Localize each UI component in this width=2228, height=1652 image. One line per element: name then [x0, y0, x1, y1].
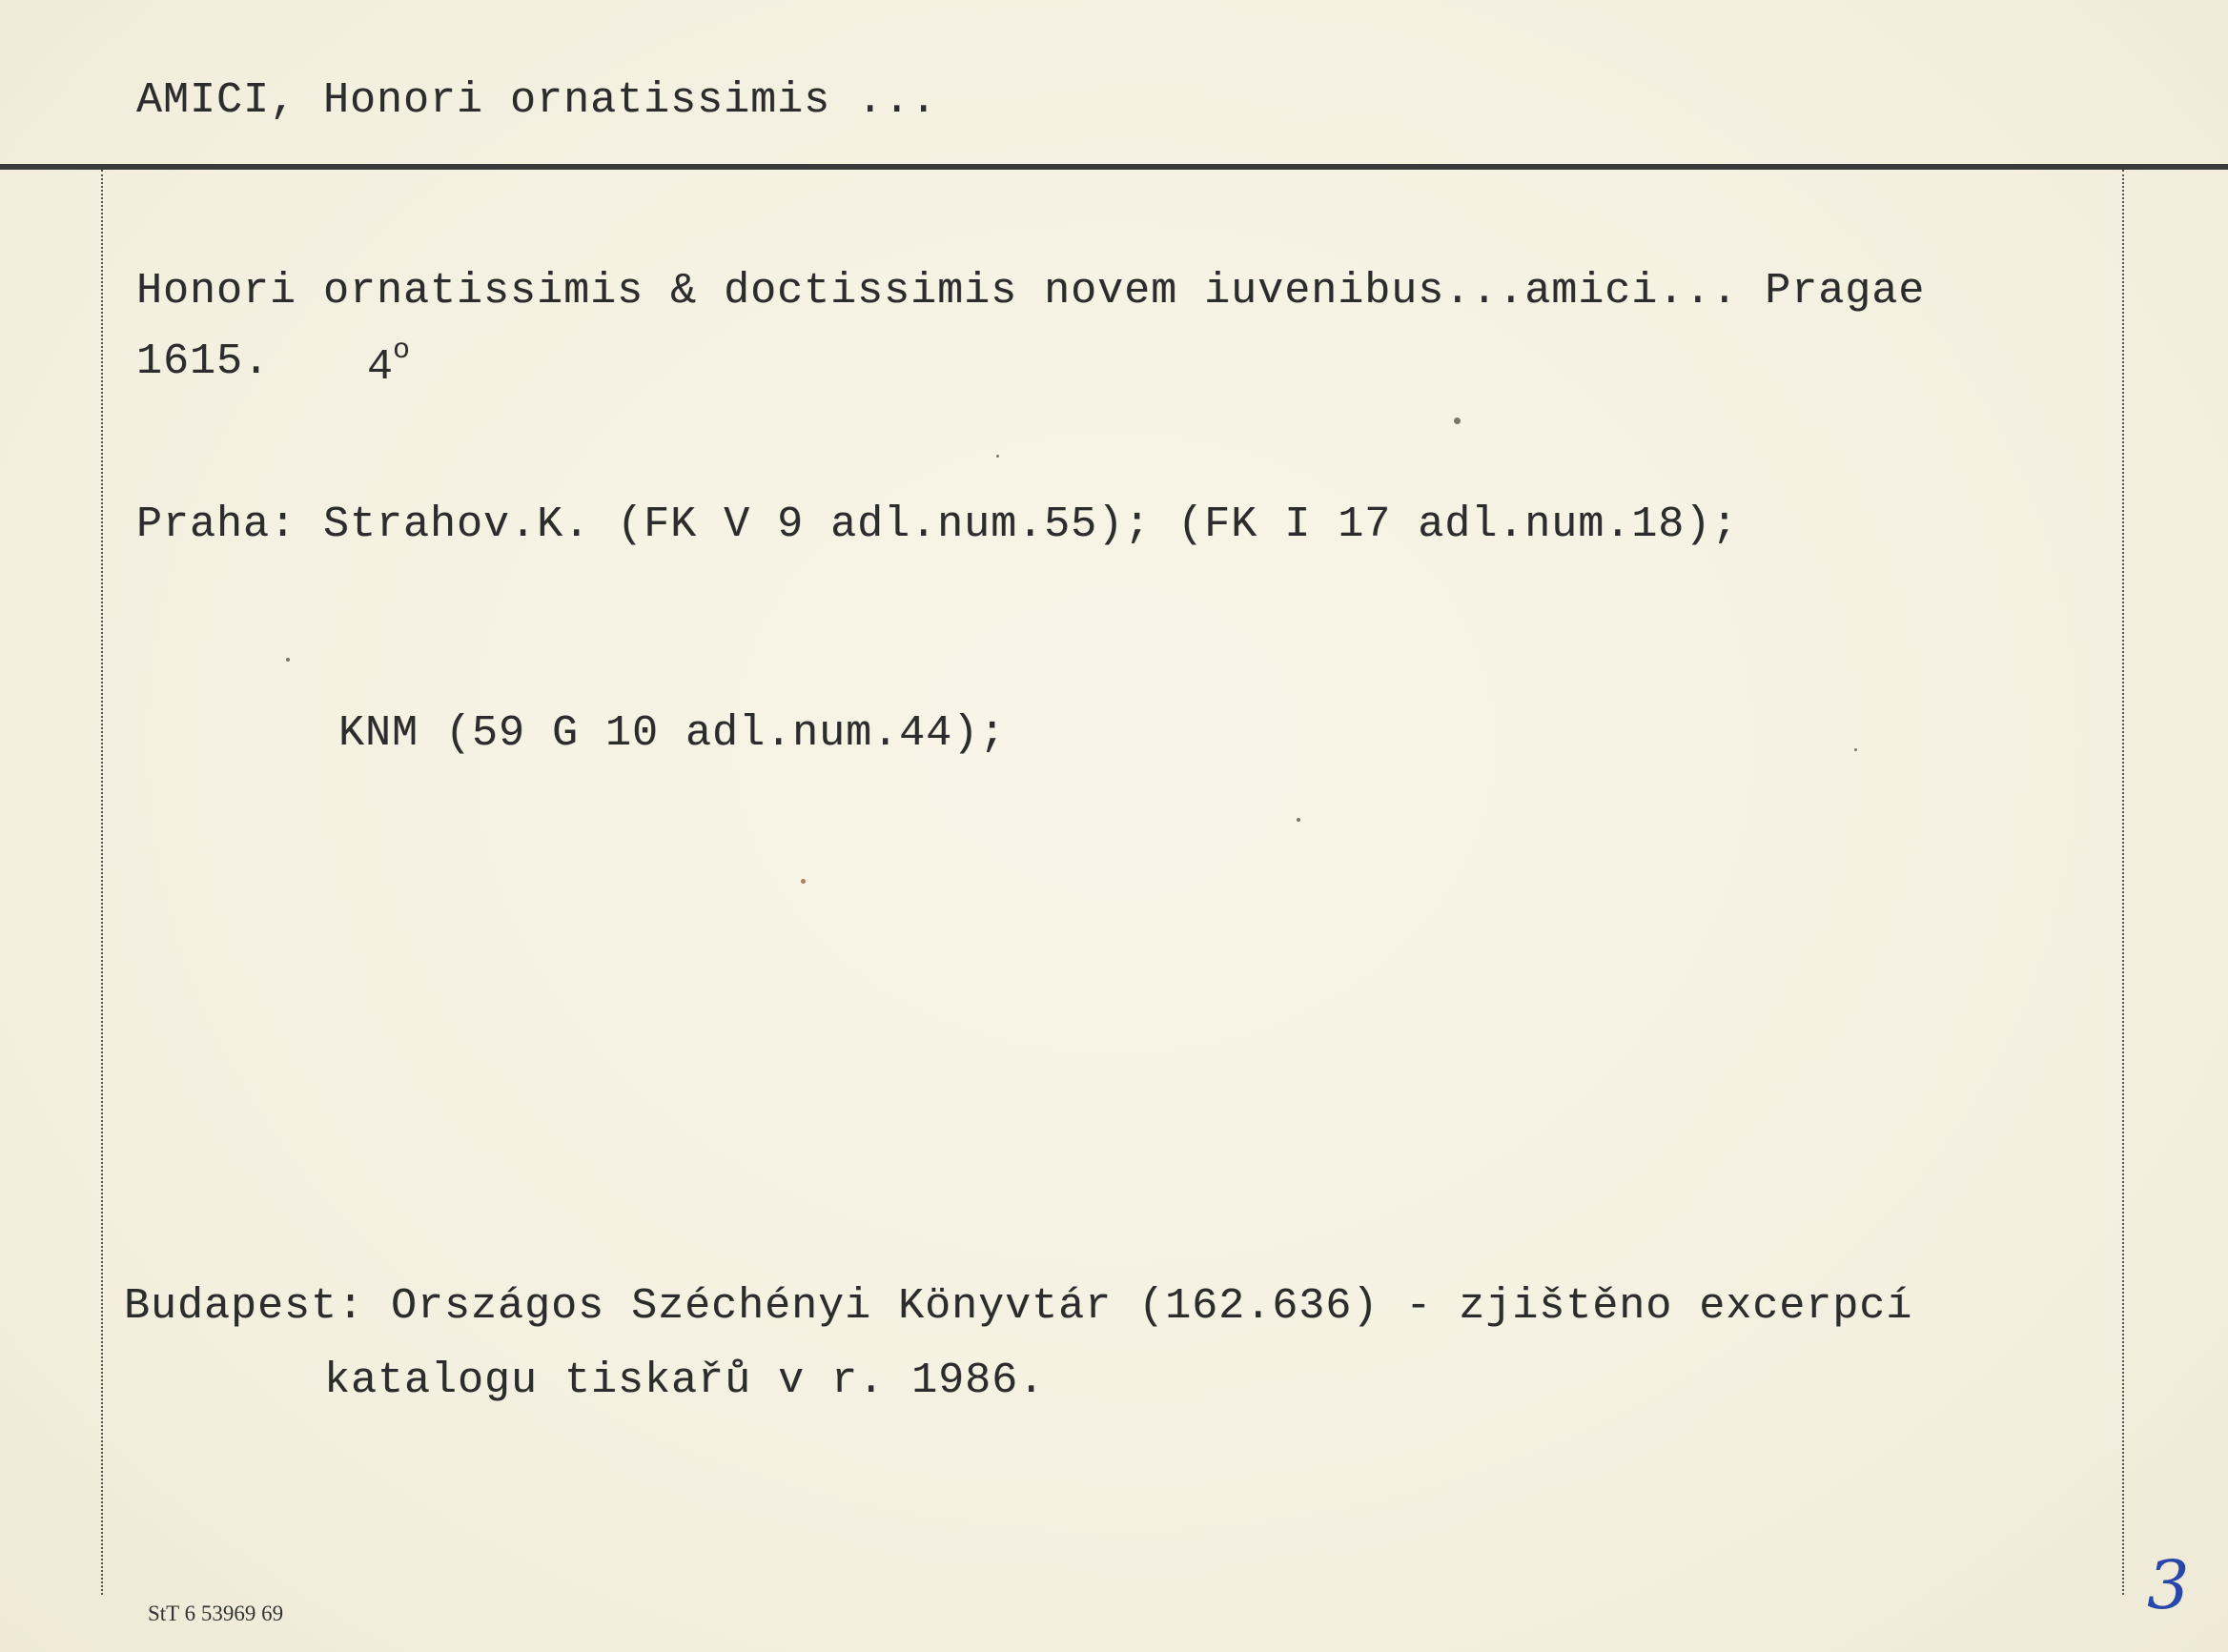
- budapest-holdings-line-1: Budapest: Országos Széchényi Könyvtár (162.636) - zjištěno excerpcí: [124, 1282, 1913, 1331]
- heading-rule: [0, 164, 2228, 170]
- handwritten-card-number: 3: [2147, 1546, 2190, 1624]
- paper-speck: [286, 658, 290, 662]
- paper-speck: [1854, 748, 1857, 751]
- paper-speck: [801, 879, 806, 884]
- book-format: [367, 322, 410, 402]
- title-line-1: Honori ornatissimis & doctissimis novem iuvenibus...amici... Pragae: [136, 267, 1926, 316]
- paper-speck: [1454, 418, 1461, 424]
- paper-speck: [1297, 818, 1300, 822]
- paper-speck: [996, 455, 999, 458]
- right-margin-line: [2122, 170, 2124, 1595]
- format-degree: o: [393, 335, 411, 367]
- budapest-holdings-line-2: katalogu tiskařů v r. 1986.: [324, 1356, 1046, 1405]
- praha-holdings: Praha: Strahov.K. (FK V 9 adl.num.55); (FK I 17 adl.num.18);: [136, 500, 1739, 549]
- title-line-2: 1615.: [136, 337, 271, 386]
- left-margin-line: [101, 170, 103, 1595]
- card-heading: AMICI, Honori ornatissimis ...: [136, 76, 938, 125]
- format-number: 4: [367, 343, 394, 392]
- knm-holdings: KNM (59 G 10 adl.num.44);: [338, 709, 1007, 758]
- print-code: StT 6 53969 69: [148, 1601, 284, 1625]
